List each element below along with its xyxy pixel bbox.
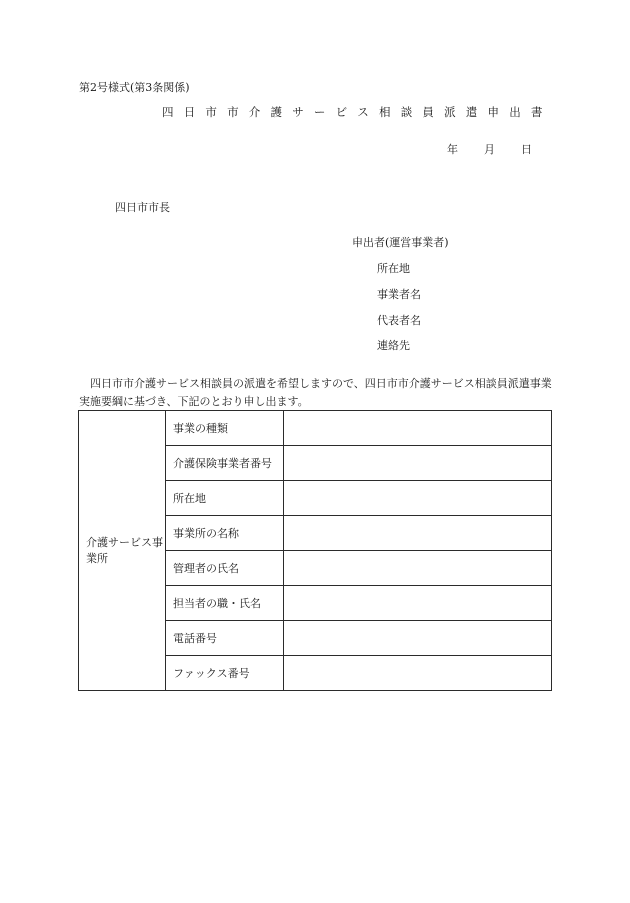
applicant-contact-label: 連絡先 (377, 339, 410, 352)
facility-table (78, 410, 552, 691)
date-line (447, 143, 532, 156)
value-phone[interactable] (284, 621, 552, 656)
date-month-label: 月 (484, 143, 495, 156)
applicant-address-label: 所在地 (377, 262, 410, 275)
value-contact-person[interactable] (284, 586, 552, 621)
value-business-type[interactable] (284, 411, 552, 446)
row-label-manager-name: 管理者の氏名 (166, 551, 284, 586)
row-label-contact-person: 担当者の職・氏名 (166, 586, 284, 621)
table-row (79, 411, 552, 446)
value-facility-name[interactable] (284, 516, 552, 551)
row-label-fax: ファックス番号 (166, 656, 284, 691)
document-title: 四日市市介護サービス相談員派遣申出書 (162, 105, 553, 119)
row-label-business-type: 事業の種類 (166, 411, 284, 446)
form-number: 第2号様式(第3条関係) (79, 81, 190, 94)
row-label-provider-number: 介護保険事業者番号 (166, 446, 284, 481)
applicant-representative-label: 代表者名 (377, 314, 421, 327)
addressee: 四日市市長 (115, 201, 170, 214)
date-year-label: 年 (447, 143, 458, 156)
request-body-text: 四日市市介護サービス相談員の派遣を希望しますので、四日市市介護サービス相談員派遣事業実施要綱に基づき、下記のとおり申し出ます。 (79, 377, 552, 408)
value-fax[interactable] (284, 656, 552, 691)
applicant-heading: 申出者(運営事業者) (352, 236, 449, 249)
row-label-facility-name: 事業所の名称 (166, 516, 284, 551)
row-label-phone: 電話番号 (166, 621, 284, 656)
value-provider-number[interactable] (284, 446, 552, 481)
applicant-business-name-label: 事業者名 (377, 288, 421, 301)
date-day-label: 日 (521, 143, 532, 156)
value-address[interactable] (284, 481, 552, 516)
value-manager-name[interactable] (284, 551, 552, 586)
group-label-cell: 介護サービス事業所 (79, 411, 166, 691)
row-label-address: 所在地 (166, 481, 284, 516)
